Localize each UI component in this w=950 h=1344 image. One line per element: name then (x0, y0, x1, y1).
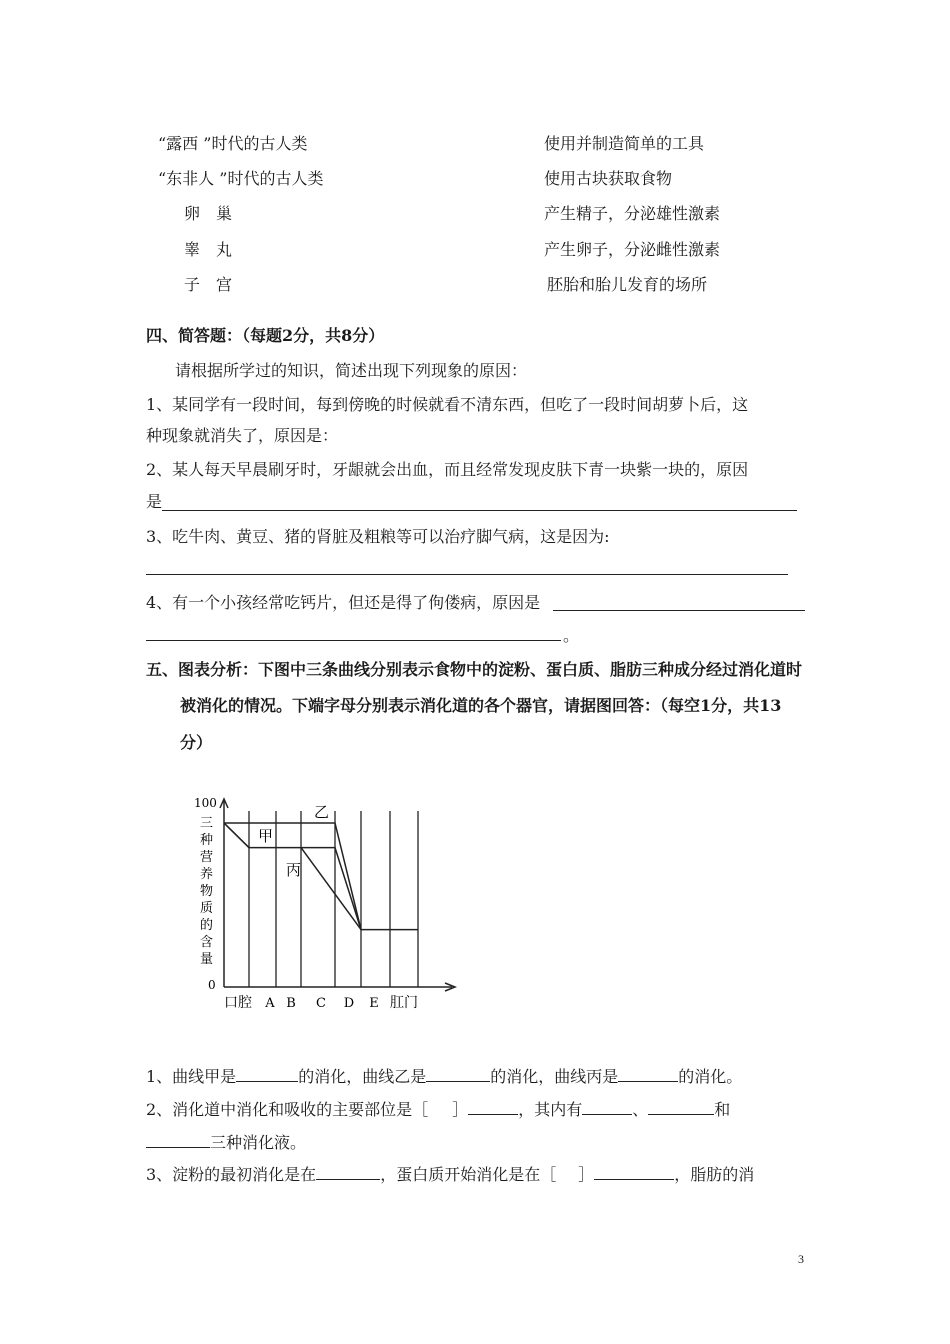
match-left-1: “露西 ”时代的古人类 (158, 134, 308, 153)
section4-heading: 四、简答题：（每题2分，共8分） (146, 326, 385, 345)
s4-q4-answer-line-1[interactable] (553, 610, 805, 611)
s4-q2-line2: 是 (146, 492, 163, 511)
s4-q1-line1: 1、某同学有一段时间，每到傍晚的时候就看不清东西，但吃了一段时间胡萝卜后，这 (146, 395, 749, 414)
s5-q2-text-f: 三种消化液。 (210, 1133, 307, 1152)
s4-q2-answer-line[interactable] (162, 510, 797, 511)
page-number: 3 (798, 1252, 804, 1266)
series-line-乙 (224, 823, 418, 930)
s4-q3-line1: 3、吃牛肉、黄豆、猪的肾脏及粗粮等可以治疗脚气病，这是因为: (146, 527, 610, 546)
s4-q4-line1: 4、有一个小孩经常吃钙片，但还是得了佝偻病，原因是 (146, 593, 541, 612)
y-axis-label-char: 量 (200, 952, 214, 967)
series-line-丙 (301, 848, 361, 930)
series-label-丙: 丙 (286, 861, 302, 879)
y-axis-label-char: 质 (200, 901, 214, 916)
match-left-3: 卵 巢 (184, 204, 233, 223)
y-axis-label-char: 三 (200, 816, 214, 831)
match-right-2: 使用古块获取食物 (544, 169, 673, 188)
x-tick-label: E (369, 996, 379, 1011)
s4-q3-answer-line[interactable] (146, 574, 788, 575)
y-axis-label-char: 含 (200, 935, 214, 950)
s5-q2-text-d: 、 (632, 1100, 649, 1119)
s5-q1-text-a: 1、曲线甲是 (146, 1067, 237, 1086)
s5-q2-text-b: ］ (452, 1100, 469, 1119)
s5-q2-line1 (146, 1099, 730, 1120)
s5-q1-blank-3[interactable] (618, 1066, 678, 1082)
match-right-5: 胚胎和胎儿发育的场所 (547, 275, 708, 294)
y-axis-label-char: 营 (200, 850, 214, 865)
s5-q2-text-a: 2、消化道中消化和吸收的主要部位是［ (146, 1100, 429, 1119)
s4-q4-answer-line-2[interactable] (146, 640, 561, 641)
s5-q3-blank-1[interactable] (316, 1164, 380, 1180)
match-left-4: 睾 丸 (184, 240, 233, 259)
s5-q3-text-a: 3、淀粉的最初消化是在 (146, 1165, 317, 1184)
section5-heading-line1: 五、图表分析：下图中三条曲线分别表示食物中的淀粉、蛋白质、脂肪三种成分经过消化道时 (146, 660, 803, 679)
s5-q2-blank-3[interactable] (648, 1099, 714, 1115)
s5-q3-blank-2[interactable] (594, 1164, 674, 1180)
s4-q2-line1: 2、某人每天早晨刷牙时，牙龈就会出血，而且经常发现皮肤下青一块紫一块的，原因 (146, 460, 749, 479)
series-label-甲: 甲 (258, 827, 274, 845)
s5-q2-text-e: 和 (714, 1100, 731, 1119)
s5-q1-text-b: 的消化，曲线乙是 (298, 1067, 427, 1086)
s5-q3 (146, 1164, 754, 1185)
section5-heading-line2: 被消化的情况。下端字母分别表示消化道的各个器官，请据图回答：（每空1分，共13 (180, 696, 782, 715)
x-tick-label: C (316, 996, 326, 1011)
x-tick-label: 口腔 (224, 995, 252, 1011)
match-left-2: “东非人 ”时代的古人类 (158, 169, 324, 188)
s5-q1-text-d: 的消化。 (678, 1067, 743, 1086)
s4-q4-end: 。 (563, 626, 580, 645)
y-axis-label-char: 种 (200, 833, 214, 848)
s5-q2-blank-2[interactable] (582, 1099, 632, 1115)
series-line-丙-start (224, 823, 249, 848)
section4-intro: 请根据所学过的知识，简述出现下列现象的原因： (175, 361, 528, 380)
s5-q1 (146, 1066, 742, 1087)
y-tick-label-0: 0 (208, 978, 216, 992)
s5-q3-text-b: ，蛋白质开始消化是在［ (380, 1165, 557, 1184)
s5-q1-blank-1[interactable] (236, 1066, 298, 1082)
y-axis-label-char: 养 (200, 867, 214, 882)
s5-q2-blank-4[interactable] (146, 1132, 210, 1148)
x-tick-label: B (286, 996, 296, 1011)
y-axis-label-char: 物 (200, 884, 214, 899)
s5-q1-blank-2[interactable] (426, 1066, 490, 1082)
x-tick-label: 肛门 (390, 995, 418, 1011)
s5-q2-text-c: ，其内有 (518, 1100, 583, 1119)
s4-q1-line2: 种现象就消失了，原因是： (146, 426, 339, 445)
match-right-3: 产生精子，分泌雄性激素 (544, 204, 721, 223)
y-axis-label-char: 的 (200, 918, 214, 933)
y-tick-label-100: 100 (194, 796, 217, 810)
s5-q3-text-c: ］ (578, 1165, 595, 1184)
s5-q3-text-d: ，脂肪的消 (674, 1165, 755, 1184)
match-right-4: 产生卵子，分泌雌性激素 (544, 240, 721, 259)
digestion-chart (190, 795, 460, 1015)
s5-q2-blank-1[interactable] (468, 1099, 518, 1115)
match-right-1: 使用并制造简单的工具 (544, 134, 705, 153)
match-left-5: 子 宫 (184, 275, 233, 294)
x-tick-label: D (343, 996, 355, 1011)
x-tick-label: A (265, 996, 275, 1011)
s5-q1-text-c: 的消化，曲线丙是 (490, 1067, 619, 1086)
series-label-乙: 乙 (314, 803, 330, 821)
section5-heading-line3: 分） (180, 733, 213, 752)
s5-q2-line2 (146, 1132, 306, 1153)
